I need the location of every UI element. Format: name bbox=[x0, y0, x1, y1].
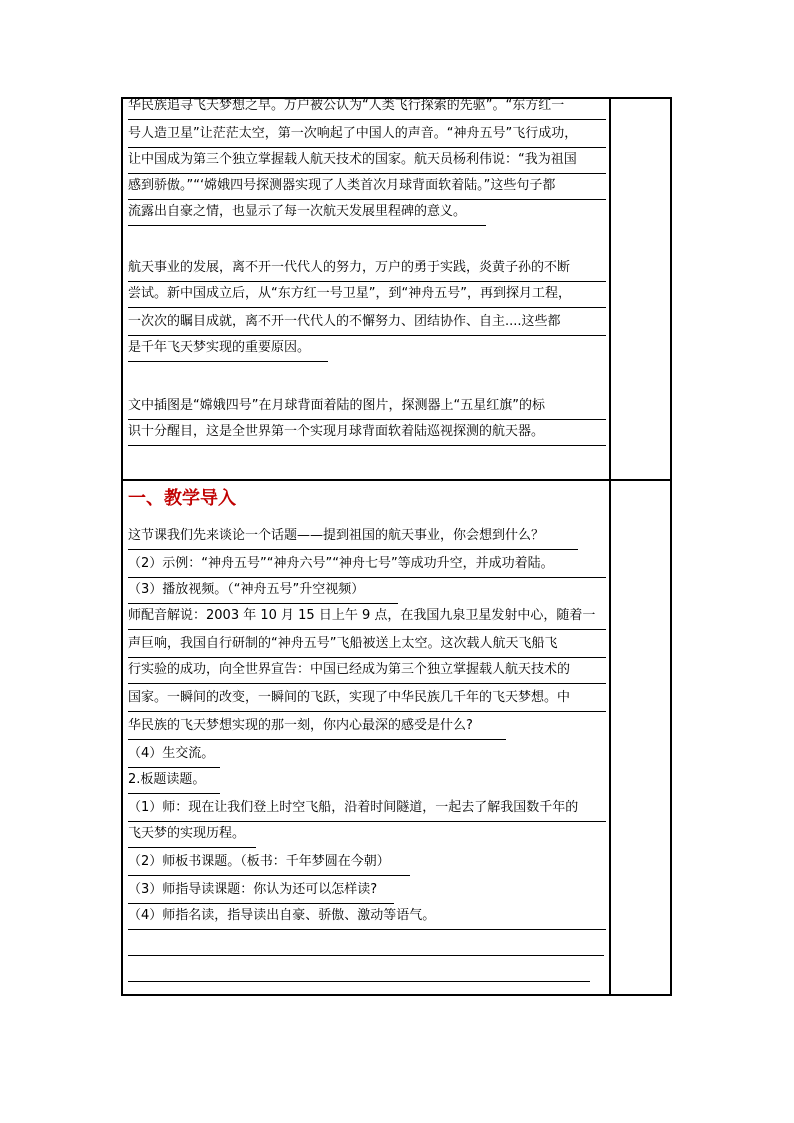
text-line: 尝试。新中国成立后，从“东方红一号卫星”，到“神舟五号”，再到探月工程， bbox=[128, 284, 606, 308]
text-line: 是千年飞天梦实现的重要原因。 bbox=[128, 338, 328, 362]
text-line: 声巨响，我国自行研制的“神舟五号”飞船被送上太空。这次载人航天飞船飞 bbox=[128, 634, 606, 658]
text-line: 国家。一瞬间的改变，一瞬间的飞跃，实现了中华民族几千年的飞天梦想。中 bbox=[128, 688, 606, 712]
table-row-divider bbox=[121, 479, 672, 481]
text-line: 识十分醒目，这是全世界第一个实现月球背面软着陆巡视探测的航天器。 bbox=[128, 422, 606, 446]
text-line: 文中插图是“嫦娥四号”在月球背面着陆的图片，探测器上“五星红旗”的标 bbox=[128, 396, 606, 420]
text-line: （4）师指名读，指导读出自豪、骄傲、激动等语气。 bbox=[128, 906, 606, 930]
text-line: 华民族的飞天梦想实现的那一刻，你内心最深的感受是什么? bbox=[128, 716, 506, 740]
text-line: 航天事业的发展，离不开一代代人的努力，万户的勇于实践，炎黄子孙的不断 bbox=[128, 258, 606, 282]
text-line: 号人造卫星”让茫茫太空，第一次响起了中国人的声音。“神舟五号”飞行成功， bbox=[128, 124, 606, 148]
text-line: （4）生交流。 bbox=[128, 744, 220, 768]
text-line: 一次次的瞩目成就，离不开一代代人的不懈努力、团结协作、自主....这些都 bbox=[128, 312, 606, 336]
text-line: （1）师：现在让我们登上时空飞船，沿着时间隧道，一起去了解我国数千年的 bbox=[128, 798, 606, 822]
text-line: 流露出自豪之情，也显示了每一次航天发展里程碑的意义。 bbox=[128, 202, 486, 226]
text-line: 这节课我们先来谈论一个话题——提到祖国的航天事业，你会想到什么？ bbox=[128, 526, 578, 550]
blank-underline bbox=[128, 981, 590, 982]
text-line: 2.板题读题。 bbox=[128, 770, 220, 794]
text-line: 行实验的成功，向全世界宣告：中国已经成为第三个独立掌握载人航天技术的 bbox=[128, 660, 606, 684]
section-heading: 一、教学导入 bbox=[128, 488, 236, 509]
blank-underline bbox=[128, 955, 604, 956]
table-column-divider bbox=[609, 97, 611, 996]
text-line: （3）师指导读课题：你认为还可以怎样读? bbox=[128, 880, 394, 904]
text-line: （3）播放视频。（“神舟五号”升空视频） bbox=[128, 580, 398, 604]
text-line: （2）示例：“神舟五号”“神舟六号”“神舟七号”等成功升空，并成功着陆。 bbox=[128, 554, 606, 578]
text-line: 师配音解说：2003 年 10 月 15 日上午 9 点，在我国九泉卫星发射中心，随着一 bbox=[128, 606, 606, 630]
text-line: 感到骄傲。”“‘嫦娥四号探测器实现了人类首次月球背面软着陆。”这些句子都 bbox=[128, 176, 606, 200]
text-line: （2）师板书课题。（板书：千年梦圆在今朝） bbox=[128, 852, 410, 876]
text-line: 华民族追寻飞天梦想之早。万户被公认为“人类飞行探索的先驱”。“东方红一 bbox=[128, 96, 606, 120]
text-line: 飞天梦的实现历程。 bbox=[128, 824, 256, 848]
text-line: 让中国成为第三个独立掌握载人航天技术的国家。航天员杨利伟说：“我为祖国 bbox=[128, 150, 606, 174]
